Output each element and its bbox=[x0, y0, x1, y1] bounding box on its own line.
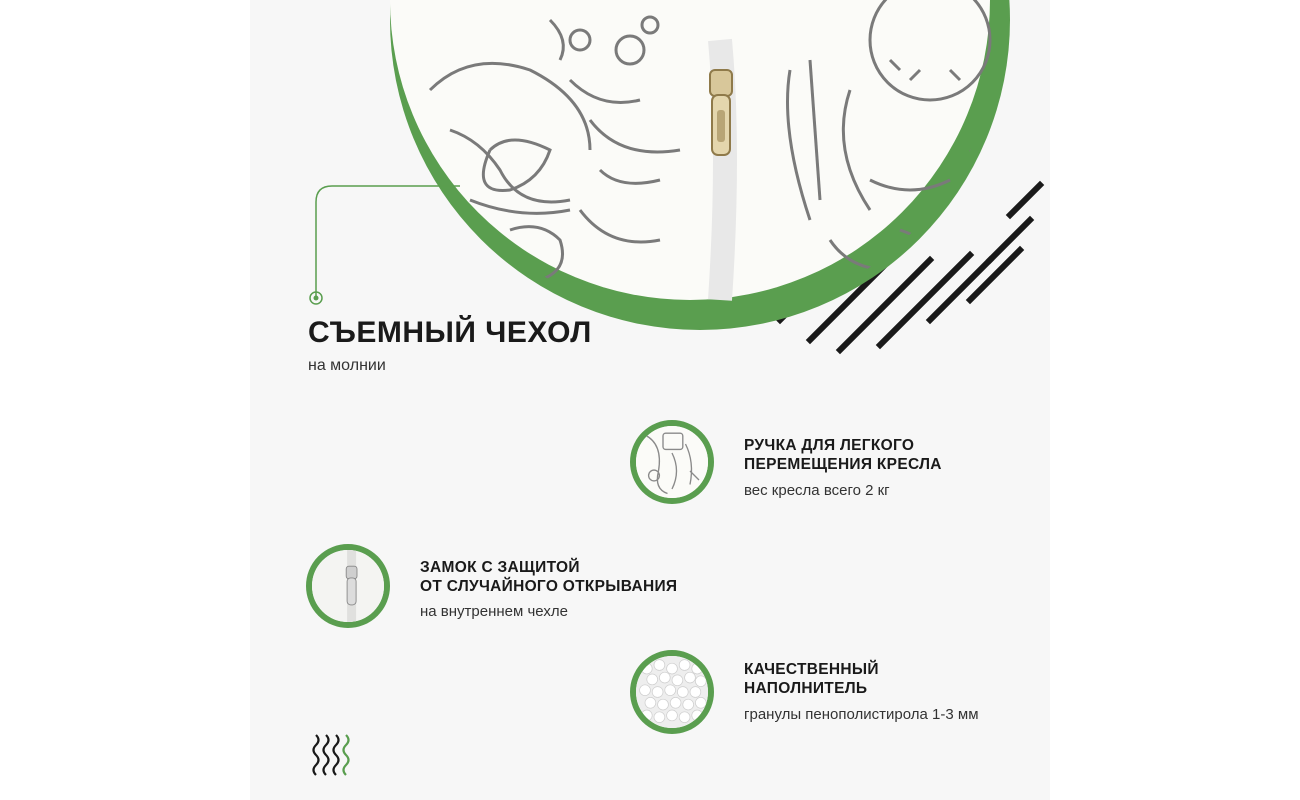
main-title: СЪЕМНЫЙ ЧЕХОЛ bbox=[308, 316, 592, 349]
handle-photo-thumb bbox=[630, 420, 714, 504]
connector-line bbox=[316, 186, 460, 296]
feature-filler-title-1: КАЧЕСТВЕННЫЙ bbox=[744, 661, 879, 678]
feature-filler-title-2: НАПОЛНИТЕЛЬ bbox=[744, 680, 868, 697]
feature-zipper-title-2: ОТ СЛУЧАЙНОГО ОТКРЫВАНИЯ bbox=[420, 578, 678, 595]
feature-filler-desc: гранулы пенополистирола 1-3 мм bbox=[744, 706, 979, 723]
main-subtitle: на молнии bbox=[308, 357, 386, 374]
feature-zipper-title-1: ЗАМОК С ЗАЩИТОЙ bbox=[420, 559, 580, 576]
beads-photo-thumb bbox=[630, 650, 714, 734]
feature-zipper-desc: на внутреннем чехле bbox=[420, 603, 568, 620]
feature-handle-desc: вес кресла всего 2 кг bbox=[744, 482, 890, 499]
zipper-photo-thumb bbox=[306, 544, 390, 628]
feature-handle-title-1: РУЧКА ДЛЯ ЛЕГКОГО bbox=[744, 437, 915, 454]
wave-lines-icon bbox=[314, 735, 349, 775]
feature-handle-title-2: ПЕРЕМЕЩЕНИЯ КРЕСЛА bbox=[744, 456, 942, 473]
product-card bbox=[250, 0, 1050, 800]
zipper-pull-icon bbox=[710, 70, 732, 155]
